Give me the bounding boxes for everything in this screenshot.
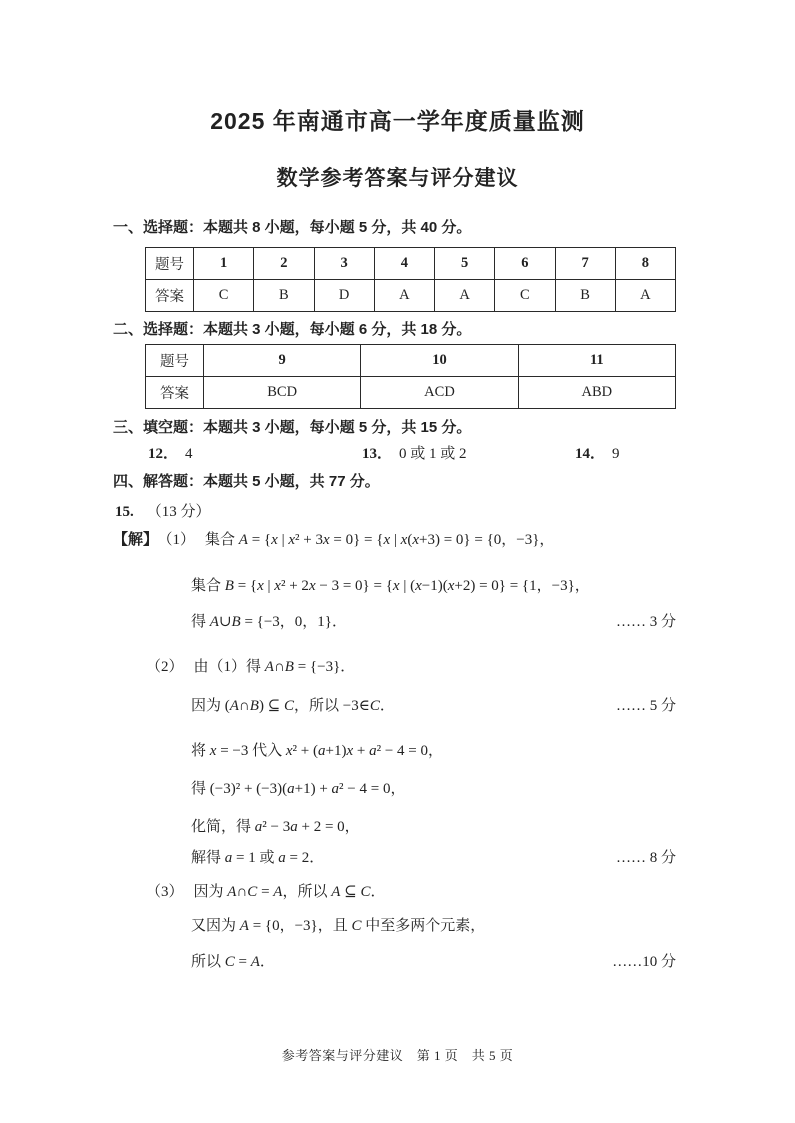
table-cell: A bbox=[374, 280, 434, 312]
math-text: 化简，得 a² − 3a + 2 = 0， bbox=[191, 819, 360, 835]
solution-line bbox=[191, 916, 676, 936]
table-cell: 4 bbox=[374, 248, 434, 280]
math-text: 将 x = −3 代入 x² + (a+1)x + a² − 4 = 0， bbox=[191, 743, 444, 759]
math-text: 集合 B = {x | x² + 2x − 3 = 0} = {x | (x−1)(x+2) = 0} = {1，−3}， bbox=[191, 578, 590, 594]
fill-answer-12 bbox=[148, 442, 193, 463]
fill-answer-13 bbox=[362, 442, 467, 463]
table-cell-label: 题号 bbox=[146, 345, 204, 377]
math-text: 因为 A∩C = A，所以 A ⊆ C． bbox=[193, 884, 386, 900]
table-cell: A bbox=[615, 280, 675, 312]
question-points: （13 分） bbox=[146, 504, 211, 520]
table-cell: B bbox=[555, 280, 615, 312]
table-row bbox=[146, 377, 676, 409]
math-text: 由（1）得 A∩B = {−3}． bbox=[193, 659, 356, 675]
section-1-heading: 一、选择题：本题共 8 小题，每小题 5 分，共 40 分。 bbox=[113, 219, 472, 236]
score-mark: ……10 分 bbox=[612, 954, 676, 970]
table-cell: 9 bbox=[204, 345, 361, 377]
part-number: （3） bbox=[146, 884, 184, 900]
math-text: 得 A∪B = {−3，0，1}． bbox=[191, 614, 348, 630]
section-2-heading: 二、选择题：本题共 3 小题，每小题 6 分，共 18 分。 bbox=[113, 321, 472, 338]
solution-line bbox=[191, 779, 676, 799]
table-cell: ACD bbox=[361, 377, 518, 409]
fill-answer-value: 4 bbox=[185, 446, 193, 462]
table-row bbox=[146, 280, 676, 312]
math-text: 得 (−3)² + (−3)(a+1) + a² − 4 = 0， bbox=[191, 781, 406, 797]
section-3-heading: 三、填空题：本题共 3 小题，每小题 5 分，共 15 分。 bbox=[113, 419, 472, 436]
table-cell: D bbox=[314, 280, 374, 312]
table-cell: BCD bbox=[204, 377, 361, 409]
table-cell-label: 答案 bbox=[146, 280, 194, 312]
table-cell-label: 题号 bbox=[146, 248, 194, 280]
page-footer: 参考答案与评分建议 第 1 页 共 5 页 bbox=[281, 1048, 514, 1063]
answer-table-1 bbox=[145, 247, 676, 312]
solution-line bbox=[113, 530, 676, 550]
score-mark: …… 5 分 bbox=[615, 698, 676, 714]
table-row bbox=[146, 248, 676, 280]
table-cell: 2 bbox=[254, 248, 314, 280]
table-cell: 7 bbox=[555, 248, 615, 280]
question-number: 12． bbox=[148, 446, 179, 462]
table-cell: B bbox=[254, 280, 314, 312]
table-cell: C bbox=[495, 280, 555, 312]
question-number: 14． bbox=[575, 446, 606, 462]
table-cell: ABD bbox=[518, 377, 675, 409]
section-4-heading: 四、解答题：本题共 5 小题，共 77 分。 bbox=[113, 473, 380, 490]
solution-line bbox=[191, 848, 676, 868]
table-cell: 6 bbox=[495, 248, 555, 280]
part-number: （2） bbox=[146, 659, 184, 675]
page-subtitle: 数学参考答案与评分建议 bbox=[276, 167, 519, 190]
table-cell-label: 答案 bbox=[146, 377, 204, 409]
solution-line bbox=[146, 657, 676, 677]
part-number: （1） bbox=[165, 532, 196, 548]
solution-line bbox=[191, 952, 676, 972]
fill-answer-value: 9 bbox=[612, 446, 620, 462]
question-15-heading bbox=[115, 500, 211, 521]
math-text: 所以 C = A． bbox=[191, 954, 275, 970]
fill-answer-value: 0 或 1 或 2 bbox=[399, 446, 467, 462]
math-text: 集合 A = {x | x² + 3x = 0} = {x | x(x+3) = 0} = {0，−3}， bbox=[205, 532, 555, 548]
solution-line bbox=[191, 576, 676, 596]
solution-line bbox=[191, 696, 676, 716]
table-cell: 3 bbox=[314, 248, 374, 280]
table-cell: A bbox=[435, 280, 495, 312]
question-number: 13． bbox=[362, 446, 393, 462]
table-cell: 10 bbox=[361, 345, 518, 377]
solution-line bbox=[191, 741, 676, 761]
table-cell: C bbox=[194, 280, 254, 312]
math-text: 又因为 A = {0，−3}，且 C 中至多两个元素， bbox=[191, 918, 486, 934]
table-cell: 8 bbox=[615, 248, 675, 280]
math-text: 因为 (A∩B) ⊆ C，所以 −3∈C． bbox=[191, 698, 395, 714]
solution-line bbox=[191, 817, 676, 837]
score-mark: …… 3 分 bbox=[615, 614, 676, 630]
score-mark: …… 8 分 bbox=[615, 850, 676, 866]
solution-line bbox=[146, 882, 676, 902]
question-number: 15. bbox=[115, 504, 134, 520]
table-cell: 5 bbox=[435, 248, 495, 280]
page-title: 2025 年南通市高一学年度质量监测 bbox=[210, 108, 585, 134]
table-cell: 1 bbox=[194, 248, 254, 280]
table-row bbox=[146, 345, 676, 377]
answer-table-2 bbox=[145, 344, 676, 409]
solution-label: 【解】 bbox=[113, 531, 159, 548]
solution-line bbox=[191, 612, 676, 632]
table-cell: 11 bbox=[518, 345, 675, 377]
math-text: 解得 a = 1 或 a = 2． bbox=[191, 850, 325, 866]
fill-answer-14 bbox=[575, 442, 620, 463]
